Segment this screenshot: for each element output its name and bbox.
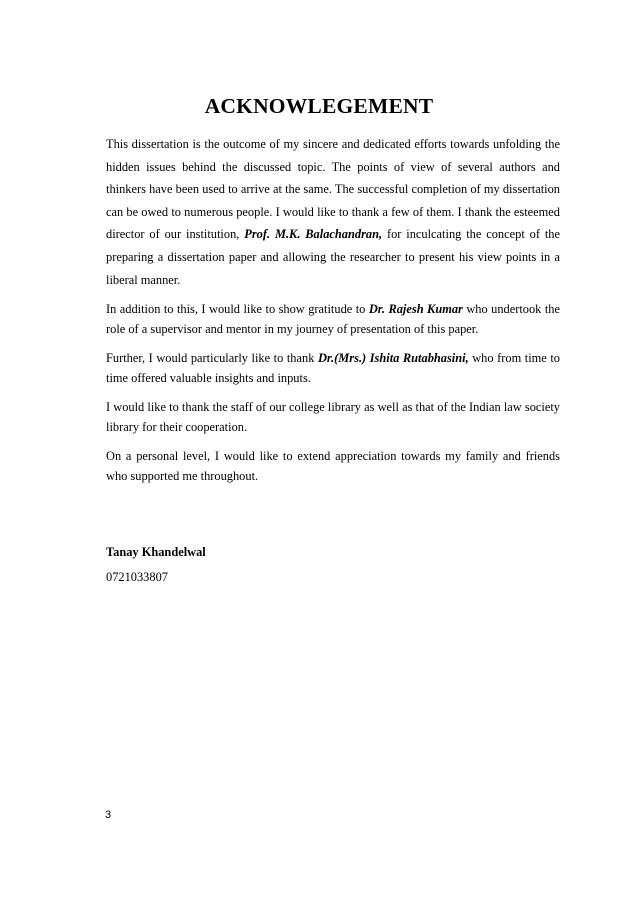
signature-name: Tanay Khandelwal xyxy=(106,545,206,559)
paragraph-family: On a personal level, I would like to extend appreciation towards my family and friends who supported me throughout. xyxy=(106,449,560,483)
paragraph-text: Further, I would particularly like to thank xyxy=(106,351,318,365)
paragraph-text: who undertook the role of a supervisor and mentor in my journey of presentation of this paper. xyxy=(106,302,560,336)
mentor-name: Dr.(Mrs.) Ishita Rutabhasini, xyxy=(317,351,469,365)
paragraph-text: In addition to this, I would like to show gratitude to xyxy=(106,302,369,316)
supervisor-name: Dr. Rajesh Kumar xyxy=(368,302,463,316)
paragraph-text: This dissertation is the outcome of my sincere and dedicated efforts towards unfolding the hidden issues behind the discussed topic. The points of view of several authors and thinkers have been used to arrive at the same. The successful completion of my dissertation can be owed to numerous people. I would like to thank a few of them. I thank the esteemed director of our institution, xyxy=(106,137,560,242)
paragraph-supervisor xyxy=(106,300,560,339)
paragraph-introduction xyxy=(106,133,560,291)
paragraph-text: for inculcating the concept of the preparing a dissertation paper and allowing the researcher to present his view points in a liberal manner. xyxy=(106,227,560,287)
paragraph-text: who from time to time offered valuable insights and inputs. xyxy=(106,351,560,385)
paragraph-library: I would like to thank the staff of our college library as well as that of the Indian law society library for their cooperation. xyxy=(106,400,560,434)
director-name: Prof. M.K. Balachandran, xyxy=(244,227,383,242)
page-number: 3 xyxy=(105,809,112,821)
page-title: ACKNOWLEGEMENT xyxy=(204,94,434,118)
paragraph-mentor xyxy=(106,349,560,388)
signature-id: 0721033807 xyxy=(106,570,168,584)
